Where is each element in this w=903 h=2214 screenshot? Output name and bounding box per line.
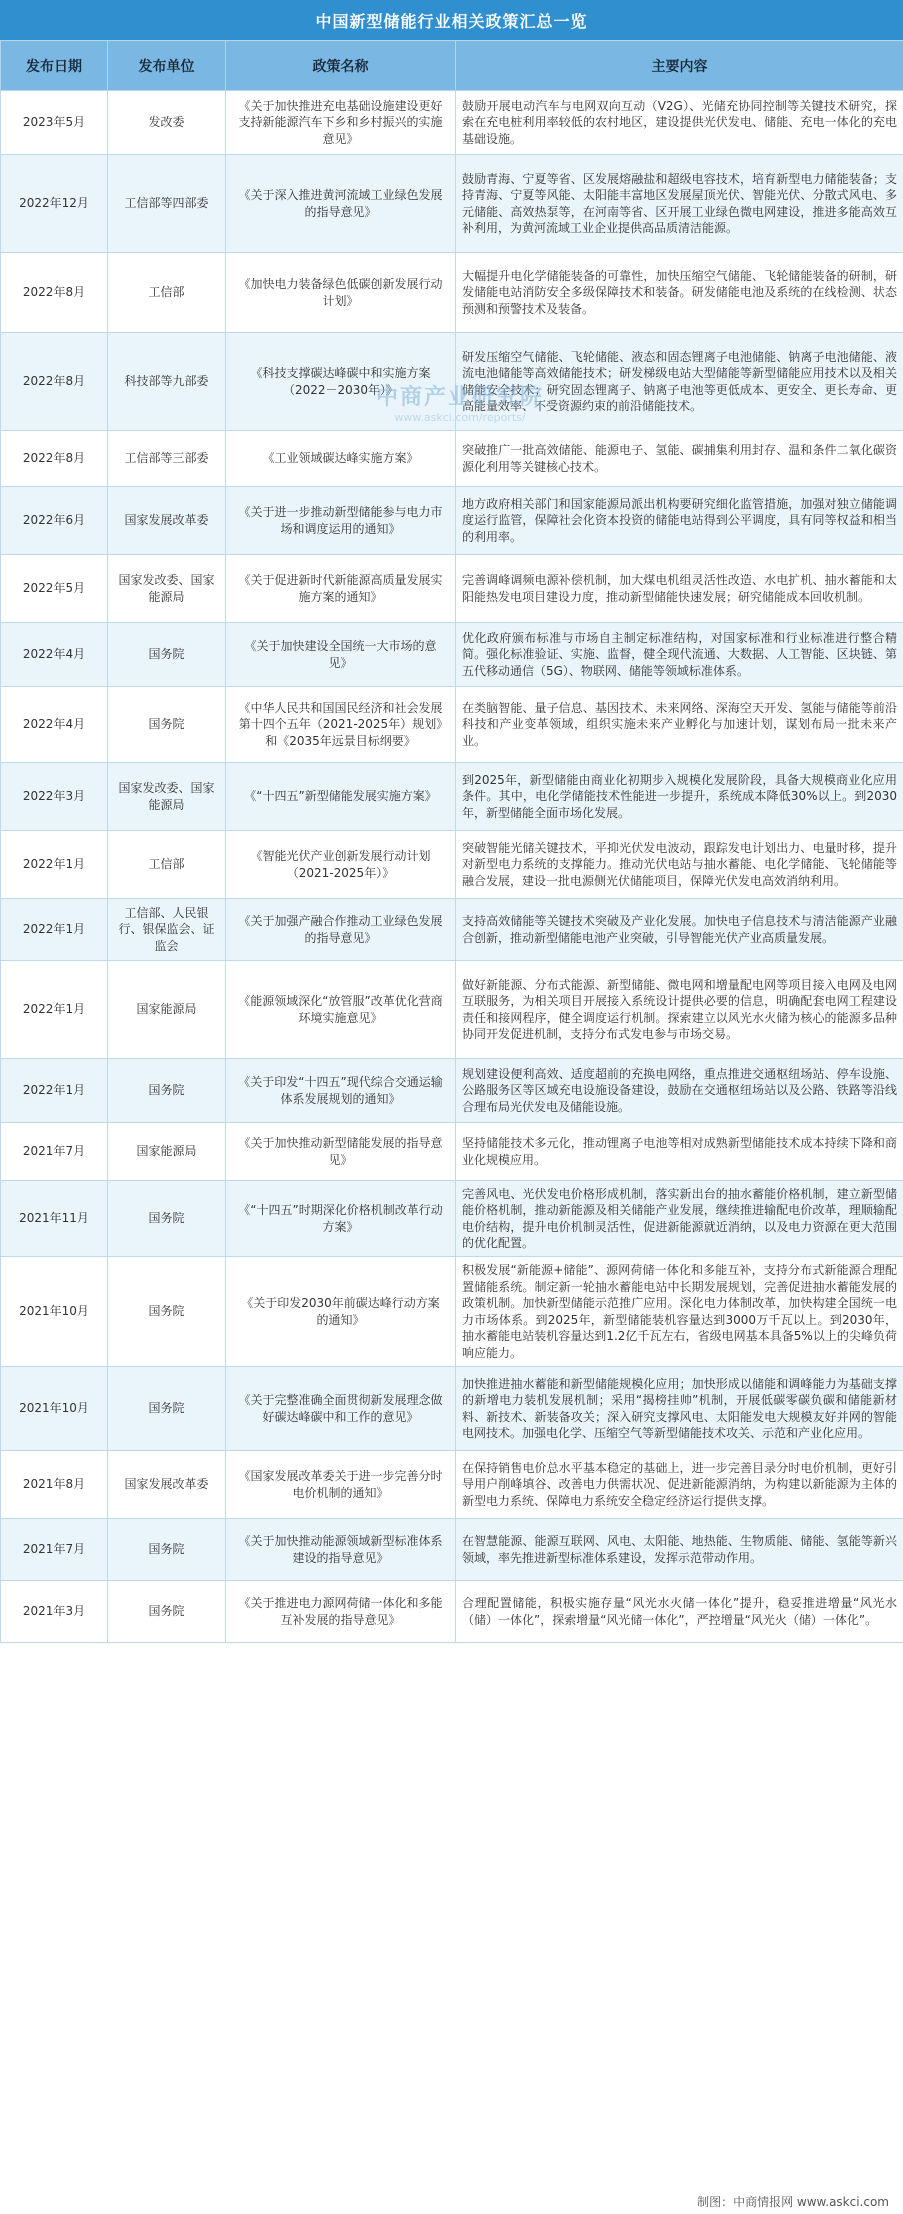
policy-name-cell: 《中华人民共和国国民经济和社会发展第十四个五年（2021-2025年）规划》和《2035年远景目标纲要》 — [226, 687, 456, 763]
date-cell: 2022年6月 — [1, 487, 108, 555]
header-content: 主要内容 — [456, 41, 903, 91]
policy-name-cell: 《国家发展改革委关于进一步完善分时电价机制的通知》 — [226, 1451, 456, 1519]
dept-cell: 国务院 — [108, 1581, 226, 1643]
date-cell: 2021年3月 — [1, 1581, 108, 1643]
date-cell: 2022年1月 — [1, 831, 108, 899]
policy-name-cell: 《智能光伏产业创新发展行动计划（2021-2025年）》 — [226, 831, 456, 899]
policy-name-cell: 《关于加快建设全国统一大市场的意见》 — [226, 623, 456, 687]
table-row — [1, 687, 903, 763]
content-cell: 大幅提升电化学储能装备的可靠性，加快压缩空气储能、飞轮储能装备的研制，研发储能电站消防安全多级保障技术和装备。研发储能电池及系统的在线检测、状态预测和预警技术及装备。 — [456, 253, 903, 333]
content-cell: 优化政府颁布标准与市场自主制定标准结构，对国家标准和行业标准进行整合精简。强化标准验证、实施、监督，健全现代流通、大数据、人工智能、区块链、第五代移动通信（5G）、物联网、储能等领域标准体系。 — [456, 623, 903, 687]
date-cell: 2022年3月 — [1, 763, 108, 831]
policy-name-cell: 《关于印发“十四五”现代综合交通运输体系发展规划的通知》 — [226, 1059, 456, 1123]
footer-credit: 制图：中商情报网 www.askci.com — [0, 2188, 903, 2214]
dept-cell: 国家发展改革委 — [108, 1451, 226, 1519]
table-row — [1, 623, 903, 687]
table-row — [1, 1181, 903, 1257]
dept-cell: 国家发展改革委 — [108, 487, 226, 555]
date-cell: 2022年1月 — [1, 961, 108, 1059]
policy-name-cell: 《关于加快推进充电基础设施建设更好支持新能源汽车下乡和乡村振兴的实施意见》 — [226, 91, 456, 155]
dept-cell: 工信部 — [108, 831, 226, 899]
date-cell: 2022年4月 — [1, 687, 108, 763]
table-row — [1, 899, 903, 961]
watermark-main: 中商产业研究院 — [375, 385, 544, 410]
policy-name-cell: 《工业领域碳达峰实施方案》 — [226, 431, 456, 487]
policy-name-cell: 《“十四五”时期深化价格机制改革行动方案》 — [226, 1181, 456, 1257]
content-cell: 支持高效储能等关键技术突破及产业化发展。加快电子信息技术与清洁能源产业融合创新，推动新型储能电池产业突破，引导智能光伏产业高质量发展。 — [456, 899, 903, 961]
policy-name-cell: 《加快电力装备绿色低碳创新发展行动计划》 — [226, 253, 456, 333]
table-row — [1, 155, 903, 253]
table-row — [1, 253, 903, 333]
header-dept: 发布单位 — [108, 41, 226, 91]
policy-name-cell: 《关于进一步推动新型储能参与电力市场和调度运用的通知》 — [226, 487, 456, 555]
table-row — [1, 1367, 903, 1451]
content-cell: 突破推广一批高效储能、能源电子、氢能、碳捕集利用封存、温和条件二氧化碳资源化利用等关键核心技术。 — [456, 431, 903, 487]
policy-name-cell: 《关于深入推进黄河流域工业绿色发展的指导意见》 — [226, 155, 456, 253]
table-row — [1, 831, 903, 899]
table-row — [1, 1059, 903, 1123]
table-row — [1, 763, 903, 831]
policy-name-cell: 《关于印发2030年前碳达峰行动方案的通知》 — [226, 1257, 456, 1367]
table-row — [1, 1257, 903, 1367]
date-cell: 2022年8月 — [1, 253, 108, 333]
table-row — [1, 431, 903, 487]
date-cell: 2021年11月 — [1, 1181, 108, 1257]
date-cell: 2021年8月 — [1, 1451, 108, 1519]
dept-cell: 国家发改委、国家能源局 — [108, 763, 226, 831]
content-cell: 研发压缩空气储能、飞轮储能、液态和固态锂离子电池储能、钠离子电池储能、液流电池储能等高效储能技术；研发梯级电站大型储能等新型储能应用技术以及相关储能安全技术；研究固态锂离子、钠离子电池等更低成本、更安全、更长寿命、更高能量效率、不受资源约束的前沿储能技术。 — [456, 333, 903, 431]
content-cell: 做好新能源、分布式能源、新型储能、微电网和增量配电网等项目接入电网及电网互联服务，为相关项目开展接入系统设计提供必要的信息，明确配套电网工程建设责任和接网程序，健全调度运行机制。探索建立以风光水火储为核心的能源多品种协同开发促进机制，支持分布式发电参与市场交易。 — [456, 961, 903, 1059]
date-cell: 2022年5月 — [1, 555, 108, 623]
content-cell: 地方政府相关部门和国家能源局派出机构要研究细化监管措施，加强对独立储能调度运行监管，保障社会化资本投资的储能电站得到公平调度，具有同等权益和相当的利用率。 — [456, 487, 903, 555]
table-body — [1, 91, 903, 1643]
dept-cell: 国务院 — [108, 1519, 226, 1581]
table-header — [1, 41, 903, 91]
content-cell: 合理配置储能，积极实施存量“风光水火储一体化”提升，稳妥推进增量“风光水（储）一体化”，探索增量“风光储一体化”，严控增量“风光火（储）一体化”。 — [456, 1581, 903, 1643]
page-title: 中国新型储能行业相关政策汇总一览 — [0, 0, 903, 40]
dept-cell: 工信部等四部委 — [108, 155, 226, 253]
date-cell: 2022年4月 — [1, 623, 108, 687]
dept-cell: 国家发改委、国家能源局 — [108, 555, 226, 623]
content-cell: 加快推进抽水蓄能和新型储能规模化应用；加快形成以储能和调峰能力为基础支撑的新增电力装机发展机制；采用“揭榜挂帅”机制，开展低碳零碳负碳和储能新材料、新技术、新装备攻关；深入研究支撑风电、太阳能发电大规模友好并网的智能电网技术。加强电化学、压缩空气等新型储能技术攻关、示范和产业化应用。 — [456, 1367, 903, 1451]
date-cell: 2021年7月 — [1, 1519, 108, 1581]
policy-name-cell: 《关于加快推动新型储能发展的指导意见》 — [226, 1123, 456, 1181]
content-cell: 坚持储能技术多元化，推动锂离子电池等相对成熟新型储能技术成本持续下降和商业化规模应用。 — [456, 1123, 903, 1181]
policy-name-cell: 《关于加强产融合作推动工业绿色发展的指导意见》 — [226, 899, 456, 961]
header-name: 政策名称 — [226, 41, 456, 91]
content-cell: 在保持销售电价总水平基本稳定的基础上，进一步完善目录分时电价机制，更好引导用户削峰填谷、改善电力供需状况、促进新能源消纳，为构建以新能源为主体的新型电力系统、保障电力系统安全稳定经济运行提供支撑。 — [456, 1451, 903, 1519]
date-cell: 2021年10月 — [1, 1367, 108, 1451]
dept-cell: 国务院 — [108, 1367, 226, 1451]
date-cell: 2022年12月 — [1, 155, 108, 253]
dept-cell: 国务院 — [108, 687, 226, 763]
policy-table — [0, 40, 903, 1643]
policy-name-cell: 《关于推进电力源网荷储一体化和多能互补发展的指导意见》 — [226, 1581, 456, 1643]
table-row — [1, 1451, 903, 1519]
date-cell: 2022年1月 — [1, 899, 108, 961]
content-cell: 鼓励青海、宁夏等省、区发展熔融盐和超级电容技术，培育新型电力储能装备；支持青海、宁夏等风能、太阳能丰富地区发展屋顶光伏、智能光伏、分散式风电、多元储能、高效热泵等，在河南等省、区开展工业绿色微电网建设，推进多能高效互补利用，为黄河流域工业企业提供高品质清洁能源。 — [456, 155, 903, 253]
content-cell: 在类脑智能、量子信息、基因技术、未来网络、深海空天开发、氢能与储能等前沿科技和产业变革领域，组织实施未来产业孵化与加速计划，谋划布局一批未来产业。 — [456, 687, 903, 763]
content-cell: 积极发展“新能源+储能”、源网荷储一体化和多能互补，支持分布式新能源合理配置储能系统。制定新一轮抽水蓄能电站中长期发展规划，完善促进抽水蓄能发展的政策机制。加快新型储能示范推广应用。深化电力体制改革，加快构建全国统一电力市场体系。到2025年，新型储能装机容量达到3000万千瓦以上。到2030年，抽水蓄能电站装机容量达到1.2亿千瓦左右，省级电网基本具备5%以上的尖峰负荷响应能力。 — [456, 1257, 903, 1367]
table-row — [1, 333, 903, 431]
policy-name-cell: 《“十四五”新型储能发展实施方案》 — [226, 763, 456, 831]
content-cell: 鼓励开展电动汽车与电网双向互动（V2G）、光储充协同控制等关键技术研究，探索在充电桩利用率较低的农村地区，建设提供光伏发电、储能、充电一体化的充电基础设施。 — [456, 91, 903, 155]
policy-name-cell: 《科技支撑碳达峰碳中和实施方案（2022－2030年）》 — [226, 333, 456, 431]
content-cell: 规划建设便利高效、适度超前的充换电网络，重点推进交通枢纽场站、停车设施、公路服务区等区域充电设施设备建设，鼓励在交通枢纽场站以及公路、铁路等沿线合理布局光伏发电及储能设施。 — [456, 1059, 903, 1123]
dept-cell: 发改委 — [108, 91, 226, 155]
policy-name-cell: 《关于加快推动能源领域新型标准体系建设的指导意见》 — [226, 1519, 456, 1581]
dept-cell: 国家能源局 — [108, 961, 226, 1059]
table-row — [1, 91, 903, 155]
date-cell: 2021年10月 — [1, 1257, 108, 1367]
watermark-url: www.askci.com/reports/ — [394, 411, 526, 424]
table-row — [1, 1123, 903, 1181]
policy-name-cell: 《关于完整准确全面贯彻新发展理念做好碳达峰碳中和工作的意见》 — [226, 1367, 456, 1451]
table-row — [1, 555, 903, 623]
dept-cell: 国家能源局 — [108, 1123, 226, 1181]
dept-cell: 国务院 — [108, 1181, 226, 1257]
dept-cell: 工信部、人民银行、银保监会、证监会 — [108, 899, 226, 961]
policy-name-cell: 《能源领域深化“放管服”改革优化营商环境实施意见》 — [226, 961, 456, 1059]
table-row — [1, 1581, 903, 1643]
policy-name-cell: 《关于促进新时代新能源高质量发展实施方案的通知》 — [226, 555, 456, 623]
date-cell: 2022年8月 — [1, 431, 108, 487]
dept-cell: 国务院 — [108, 623, 226, 687]
content-cell: 突破智能光储关键技术，平抑光伏发电波动，跟踪发电计划出力、电量时移，提升对新型电力系统的支撑能力。推动光伏电站与抽水蓄能、电化学储能、飞轮储能等融合发展，建设一批电源侧光伏储能项目，保障光伏发电高效消纳利用。 — [456, 831, 903, 899]
content-cell: 在智慧能源、能源互联网、风电、太阳能、地热能、生物质能、储能、氢能等新兴领域，率先推进新型标准体系建设，发挥示范带动作用。 — [456, 1519, 903, 1581]
date-cell: 2023年5月 — [1, 91, 108, 155]
table-row — [1, 1519, 903, 1581]
date-cell: 2022年8月 — [1, 333, 108, 431]
date-cell: 2021年7月 — [1, 1123, 108, 1181]
table-row — [1, 961, 903, 1059]
content-cell: 完善调峰调频电源补偿机制，加大煤电机组灵活性改造、水电扩机、抽水蓄能和太阳能热发电项目建设力度，推动新型储能快速发展；研究储能成本回收机制。 — [456, 555, 903, 623]
dept-cell: 科技部等九部委 — [108, 333, 226, 431]
dept-cell: 工信部 — [108, 253, 226, 333]
content-cell: 到2025年，新型储能由商业化初期步入规模化发展阶段，具备大规模商业化应用条件。其中，电化学储能技术性能进一步提升，系统成本降低30%以上。到2030年，新型储能全面市场化发展。 — [456, 763, 903, 831]
content-cell: 完善风电、光伏发电价格形成机制，落实新出台的抽水蓄能价格机制，建立新型储能价格机制，推动新能源及相关储能产业发展，继续推进输配电价改革，理顺输配电价结构，提升电价机制灵活性，促进新能源就近消纳，以及电力资源在更大范围的优化配置。 — [456, 1181, 903, 1257]
header-date: 发布日期 — [1, 41, 108, 91]
table-row — [1, 487, 903, 555]
dept-cell: 国务院 — [108, 1257, 226, 1367]
dept-cell: 国务院 — [108, 1059, 226, 1123]
date-cell: 2022年1月 — [1, 1059, 108, 1123]
dept-cell: 工信部等三部委 — [108, 431, 226, 487]
